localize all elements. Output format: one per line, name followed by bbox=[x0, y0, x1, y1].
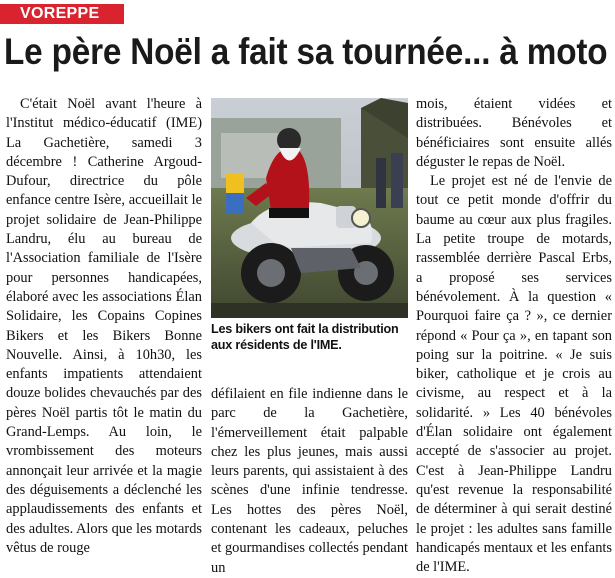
paragraph: mois, étaient vidées et distribuées. Bénévoles et bénéficiaires sont ensuite allés déguster le repas de Noël. bbox=[416, 96, 612, 170]
article-column-3 bbox=[416, 95, 612, 577]
paragraph: C'était Noël avant l'heure à l'Institut médico-éducatif (IME) La Gachetière, samedi 3 décembre ! Catherine Argoud-Dufour, directrice du pôle enfance centre Isère, accueillait le projet solidaire de Jean-Philippe Landru, élu au bureau de l'Association familiale de l'Isère pour personnes handicapées, élaboré avec les associations Élan Solidaire, les Copains Copines Bikers et les Bikers Bonne Nouvelle. Ainsi, à 10h30, les enfants impatients attendaient douze bolides chevauchés par des pères Noël partis tôt le matin du Grand-Lemps. Au loin, le vrombissement des moteurs annonçait leur arrivée et la magie des déguisements a déclenché les applaudissements des enfants et des adultes. Alors que les motards vêtus de rouge bbox=[6, 96, 202, 556]
paragraph: défilaient en file indienne dans le parc de la Gachetière, l'émerveillement était palpable chez les plus jeunes, mais aussi leurs parents, qui assistaient à des scènes d'une infinie tendresse. Les hottes des pères Noël, contenant les cadeaux, peluches et gourmandises collectés pendant un bbox=[211, 386, 409, 576]
paragraph: Le projet est né de l'envie de tout ce petit monde d'offrir du baume au cœur aux plus fragiles. La petite troupe de motards, rassemblée derrière Pascal Erbs, a proposé ses services bénévolement. À la question « Pourquoi faire ça ? », ce dernier répond « Pour ça », en tapant son poing sur la poitrine. « Je suis biker, catholique et je crois au civisme, au respect et à la solidarité. » Les 40 bénévoles d'Élan solidaire ont également accepté de s'associer au projet. C'est à Jean-Philippe Landru qu'est revenue la responsabilité de déterminer à qui serait destiné le projet : les adultes sans famille handicapés mentaux et les enfants de l'IME. bbox=[416, 173, 612, 576]
headline: Le père Noël a fait sa tournée... à moto bbox=[4, 31, 608, 72]
article-photo bbox=[211, 98, 408, 318]
section-tag: VOREPPE bbox=[0, 4, 124, 24]
photo-caption: Les bikers ont fait la distribution aux résidents de l'IME. bbox=[211, 322, 399, 352]
article-column-2 bbox=[211, 385, 408, 578]
article-column-1 bbox=[6, 95, 202, 558]
biker-santa-photo bbox=[211, 98, 408, 318]
